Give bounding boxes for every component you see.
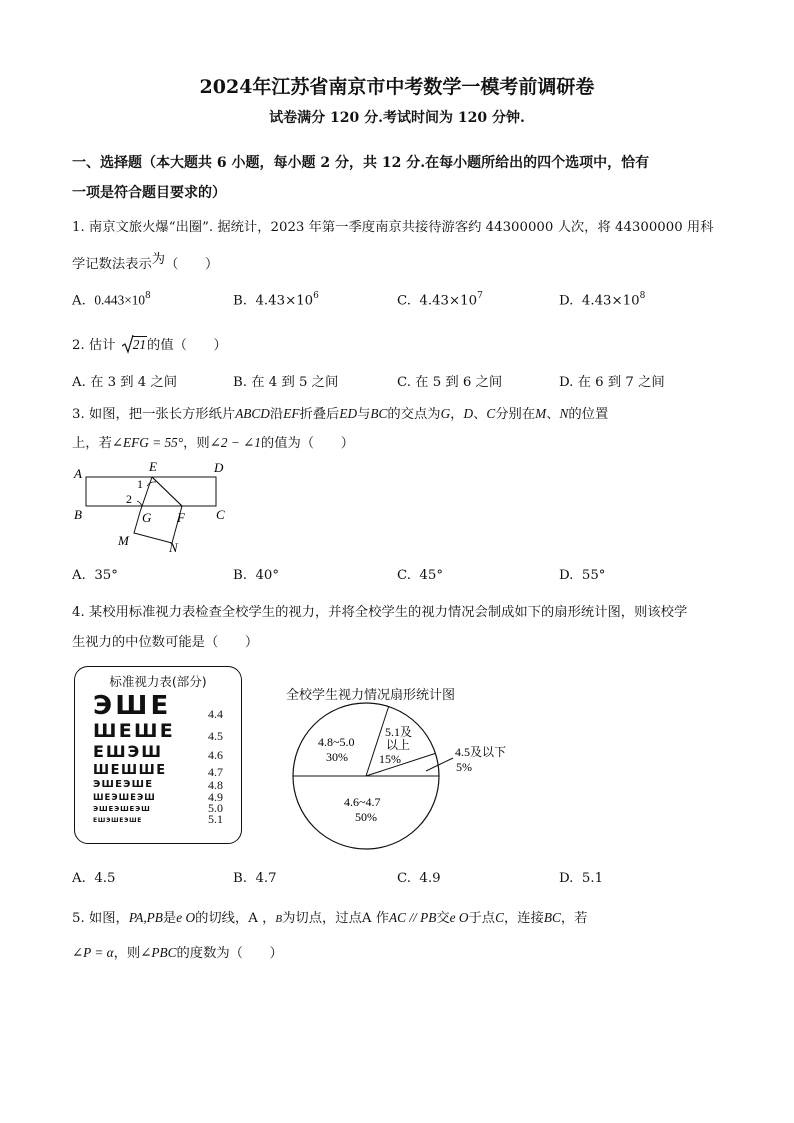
eye-chart-row	[93, 690, 241, 720]
q2-option-c[interactable]	[397, 371, 502, 390]
q2-option-d[interactable]	[559, 371, 665, 390]
label-angle-1: 1	[137, 477, 143, 491]
q2-prefix: 2. 估计	[72, 338, 116, 353]
eye-chart-value: 5.1	[208, 812, 223, 826]
q5-text: 于点	[468, 911, 496, 926]
q3-angle-expr: ∠2 − ∠1	[209, 435, 261, 450]
q3-text: 分别在	[495, 407, 536, 422]
q3-text: 的值为（ ）	[260, 436, 354, 451]
option-letter: D.	[559, 568, 574, 583]
eye-chart-letters: ЭШЕ	[93, 691, 172, 721]
q5-text: 的切线，A ，	[195, 911, 276, 926]
q3-abcd: ABCD	[235, 406, 270, 421]
slice-label-51-b: 以上	[386, 738, 411, 752]
q5-text: 5. 如图，	[72, 911, 129, 926]
label-angle-2: 2	[126, 492, 132, 506]
q3-option-b[interactable]	[233, 568, 279, 583]
label-M: M	[118, 533, 129, 548]
sqrt-symbol	[122, 337, 147, 353]
option-exponent: 7	[477, 291, 483, 301]
option-letter: B.	[233, 871, 247, 886]
q3-text: 、	[546, 407, 560, 422]
q5-text: 是	[162, 911, 177, 926]
angle-1-arc	[147, 482, 156, 486]
q3-text: 的交点为	[387, 407, 441, 422]
q1-option-c[interactable]	[397, 292, 483, 308]
q3-bc: BC	[370, 406, 388, 421]
option-text: 40°	[255, 568, 280, 583]
radical-sign-icon	[122, 334, 134, 354]
q4-option-c[interactable]	[397, 871, 441, 886]
q3-ed: ED	[339, 406, 358, 421]
eye-chart-value: 5.0	[208, 801, 223, 815]
eye-chart-value: 4.7	[208, 765, 223, 779]
section-header-line2: 一项是符合题目要求的）	[72, 185, 226, 201]
slice-label-48-50: 4.8~5.0	[318, 735, 355, 749]
q2-suffix: 的值（ ）	[147, 338, 227, 353]
option-exponent: 8	[145, 291, 151, 301]
option-base: 4.43×10	[419, 293, 478, 309]
option-base: 4.43×10	[255, 293, 314, 309]
q3-angle-efg: ∠EFG = 55°	[111, 435, 184, 450]
eye-chart-letters: ШЕШЕ	[93, 720, 176, 742]
option-letter: D.	[559, 293, 574, 309]
option-exponent: 8	[639, 291, 646, 301]
option-text: 在 3 到 4 之间	[90, 375, 178, 390]
q1-line2-wei: 为	[151, 252, 166, 267]
q4-option-a[interactable]	[72, 871, 115, 886]
q3-text: ，	[450, 407, 464, 422]
eye-chart-letters: ЕШЭШЕЭШЕ	[93, 817, 143, 824]
q5-text: ，若	[560, 911, 588, 926]
sqrt-radicand: 21	[132, 337, 147, 352]
q3-option-c[interactable]	[397, 568, 443, 583]
q1-option-a[interactable]	[72, 292, 151, 308]
q1-line2-text: 学记数法表示	[72, 257, 152, 272]
q2-option-b[interactable]	[233, 371, 338, 390]
option-text: 4.5	[94, 871, 116, 886]
q3-text: 、	[473, 407, 487, 422]
q1-option-b[interactable]	[233, 292, 319, 308]
eye-chart-row	[93, 761, 241, 778]
q4-line1: 4. 某校用标准视力表检查全校学生的视力，并将全校学生的视力情况会制成如下的扇形统计图，则该校学	[72, 605, 688, 620]
exam-subtitle: 试卷满分 120 分.考试时间为 120 分钟.	[269, 110, 525, 126]
eye-chart-letters: ЭШЕЭШЕЭШ	[93, 805, 151, 813]
q5-angle-pbc: ∠PBC	[140, 945, 177, 960]
option-letter: B.	[233, 375, 247, 390]
q1-option-d[interactable]	[559, 292, 645, 308]
q3-g: G	[440, 406, 451, 421]
q5-c: C	[495, 910, 504, 925]
q1-line2-paren: （ ）	[165, 257, 219, 272]
option-letter: B.	[233, 568, 247, 583]
q3-n: N	[559, 406, 569, 421]
eye-chart-value: 4.8	[208, 778, 223, 792]
q3-text: 沿	[269, 407, 284, 422]
q3-text: 3. 如图，把一张长方形纸片	[72, 407, 236, 422]
option-letter: A.	[72, 871, 86, 886]
option-text: 在 4 到 5 之间	[251, 375, 339, 390]
q5-b: B	[275, 913, 283, 925]
label-C: C	[216, 507, 225, 522]
label-B: B	[74, 507, 82, 522]
q1-line2	[72, 253, 218, 272]
option-text: 4.9	[419, 871, 441, 886]
q3-text: 的位置	[568, 407, 609, 422]
q3-text: 与	[357, 407, 371, 422]
q2-line	[72, 334, 227, 353]
option-letter: A.	[72, 293, 86, 309]
pointer-line-45	[426, 758, 453, 771]
option-text: 5.1	[581, 871, 604, 886]
option-text: 55°	[581, 568, 606, 583]
option-text: 35°	[94, 568, 118, 583]
section-header-line1: 一、选择题（本大题共 6 小题，每小题 2 分，共 12 分.在每小题所给出的四个选项中，恰有	[72, 155, 650, 171]
q5-text: 交	[436, 911, 450, 926]
slice-pct-51: 15%	[379, 752, 401, 766]
label-E: E	[149, 459, 157, 474]
pie-chart	[290, 700, 530, 860]
label-D: D	[214, 460, 224, 475]
q5-line2	[72, 942, 283, 961]
exam-title: 2024年江苏省南京市中考数学一模考前调研卷	[199, 76, 595, 98]
q3-m: M	[535, 406, 547, 421]
eye-chart-row	[93, 742, 241, 761]
q3-c: C	[486, 406, 496, 421]
q1-line1: 1. 南京文旅火爆“出圈”. 据统计，2023 年第一季度南京共接待游客约 44300000 人次，将 44300000 用科	[72, 220, 714, 235]
option-text: 45°	[419, 568, 443, 583]
q3-fold-figure	[70, 458, 240, 558]
eye-chart-letters: ШЕЭШЕЭШ	[93, 792, 156, 803]
slice-pct-45: 5%	[456, 760, 472, 774]
option-letter: B.	[233, 293, 247, 309]
eye-chart-row	[93, 720, 241, 742]
q4-option-d[interactable]	[559, 871, 603, 886]
label-N: N	[169, 540, 178, 555]
q3-text: 折叠后	[299, 407, 340, 422]
option-letter: A.	[72, 568, 86, 583]
option-text: 在 6 到 7 之间	[577, 375, 665, 390]
slice-label-51: 5.1及	[385, 725, 413, 739]
eye-chart-rows	[75, 690, 241, 825]
q5-papb: PA,PB	[128, 910, 163, 925]
option-base: 0.443×10	[94, 292, 146, 308]
option-exponent: 6	[313, 291, 319, 301]
q3-d: D	[463, 406, 474, 421]
q3-ef: EF	[283, 406, 300, 421]
option-letter: D.	[559, 871, 574, 886]
fold-line-ef	[152, 477, 182, 506]
eye-chart-letters: ШЕШШЕ	[93, 763, 167, 778]
option-letter: D.	[559, 375, 574, 390]
q5-text: 的度数为（ ）	[176, 946, 283, 961]
slice-pct-48-50: 30%	[326, 750, 348, 764]
eye-chart-letters: ЕШЭШ	[93, 742, 163, 761]
option-letter: C.	[397, 375, 411, 390]
eye-chart-box	[74, 666, 242, 844]
option-letter: C.	[397, 568, 411, 583]
q5-text: ，则	[113, 946, 141, 961]
slice-label-45: 4.5及以下	[455, 745, 507, 759]
q5-circle-o: e O	[176, 910, 196, 925]
q3-text: ，则	[183, 436, 210, 451]
q5-circle-o: e O	[449, 910, 469, 925]
q3-text: 上，若	[72, 436, 112, 451]
q5-text: ，连接	[503, 911, 544, 926]
q3-line1	[72, 403, 608, 422]
q5-bc: BC	[543, 910, 561, 925]
q3-option-a[interactable]	[72, 568, 118, 583]
q2-option-a[interactable]	[72, 371, 177, 390]
option-letter: A.	[72, 375, 86, 390]
eye-chart-letters: ЭШЕЭШЕ	[93, 779, 154, 790]
q3-option-d[interactable]	[559, 568, 605, 583]
eye-chart-value: 4.6	[208, 748, 223, 762]
q4-option-b[interactable]	[233, 871, 277, 886]
slice-pct-46-47: 50%	[355, 810, 377, 824]
q3-line2	[72, 432, 354, 451]
option-letter: C.	[397, 293, 411, 309]
pie-title: 全校学生视力情况扇形统计图	[286, 688, 456, 703]
label-A: A	[74, 466, 82, 481]
eye-chart-value: 4.4	[208, 707, 223, 721]
eye-chart-row	[93, 814, 241, 825]
eye-chart-value: 4.5	[208, 729, 223, 743]
q5-line1	[72, 907, 587, 926]
option-base: 4.43×10	[581, 293, 640, 309]
q5-ac-pb: AC // PB	[389, 910, 437, 925]
option-text: 在 5 到 6 之间	[415, 375, 503, 390]
eye-chart-title: 标准视力表(部分)	[109, 674, 207, 689]
label-F: F	[177, 510, 185, 525]
slice-label-46-47: 4.6~4.7	[344, 795, 381, 809]
option-text: 4.7	[255, 871, 277, 886]
eye-chart-value: 4.9	[208, 790, 223, 804]
q5-angle-p: ∠P = α	[72, 945, 114, 960]
option-letter: C.	[397, 871, 411, 886]
q5-text: 为切点，过点A 作	[282, 911, 390, 926]
label-G: G	[142, 510, 152, 525]
q4-line2: 生视力的中位数可能是（ ）	[72, 635, 259, 650]
pie-slices	[293, 703, 439, 849]
